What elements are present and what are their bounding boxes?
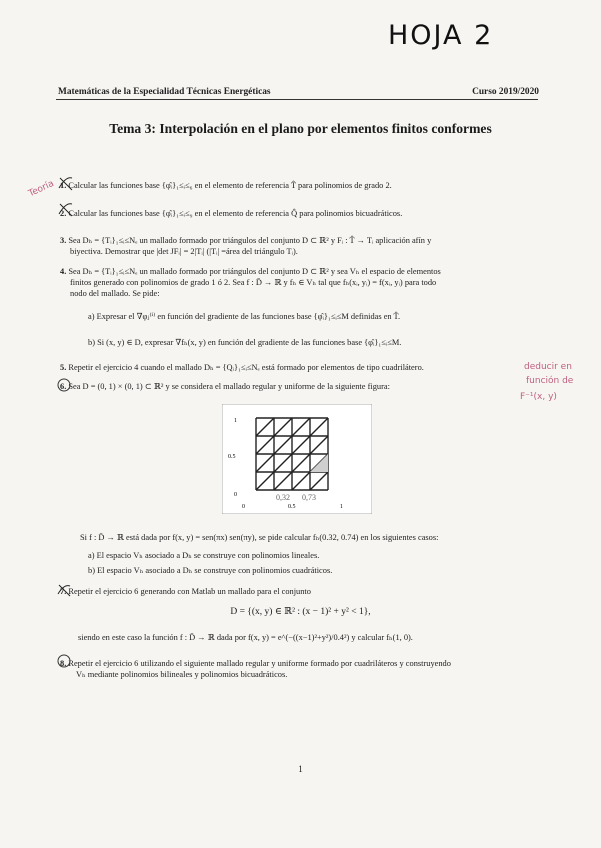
- course-name: Matemáticas de la Especialidad Técnicas Energéticas: [58, 87, 271, 97]
- exercise-number: 8.: [60, 659, 67, 668]
- exercise-text: en el elemento de referencia Q̂ para polinomios bicuadráticos.: [194, 209, 403, 218]
- exercise-7-equation: D = {(x, y) ∈ ℝ² : (x − 1)² + y² < 1},: [230, 607, 371, 617]
- exercise-text: Repetir el ejercicio 4 cuando el mallado Dₕ = {Qᵢ}₁≤ᵢ≤Nₑ está formado por elementos de tipo cuadrilátero.: [68, 363, 424, 372]
- margin-note-theory: Teoría: [27, 178, 56, 200]
- circled-mark: [56, 377, 72, 393]
- header-rule: [56, 99, 538, 100]
- x-tick: 1: [340, 504, 343, 510]
- exercise-1: [60, 180, 392, 191]
- exercise-3: [60, 235, 540, 257]
- exercise-text: Calcular las funciones base: [68, 209, 160, 218]
- y-tick: 1: [234, 418, 237, 424]
- basis-set: {φ̂ᵢ}₁≤ᵢ≤₆: [161, 181, 193, 190]
- exercise-number: 2.: [60, 209, 67, 218]
- exercise-5: [60, 362, 520, 373]
- margin-note-deduce-3: F⁻¹(x, y): [520, 392, 557, 402]
- mesh-figure: [222, 404, 372, 514]
- exercise-number: 3.: [60, 236, 67, 245]
- basis-set: {φ̂ᵢ}₁≤ᵢ≤₉: [161, 209, 193, 218]
- exercise-number: 7.: [60, 587, 67, 596]
- y-tick: 0: [234, 492, 237, 498]
- sheet-label: HOJA 2: [388, 20, 494, 51]
- circled-mark: [56, 653, 72, 669]
- exercise-7: [60, 586, 520, 597]
- x-tick: 0: [242, 504, 245, 510]
- margin-note-deduce-1: deducir en: [524, 362, 572, 372]
- exercise-text: Repetir el ejercicio 6 generando con Matlab un mallado para el conjunto: [68, 587, 311, 596]
- exercise-4: [60, 266, 540, 299]
- page-number: 1: [298, 764, 303, 774]
- exercise-8: [60, 658, 540, 680]
- exercise-text: Sea Dₕ = {Tᵢ}₁≤ᵢ≤Nₑ un mallado formado por triángulos del conjunto D ⊂ ℝ² y Fᵢ : T̂ → Tᵢ aplicación afín y: [68, 236, 432, 245]
- exercise-text: nodo del mallado. Se pide:: [70, 289, 160, 298]
- exercise-4a: a) Expresar el ∇φⱼ⁽ⁱ⁾ en función del gradiente de las funciones base {φ̂ᵢ}₁≤ᵢ≤M definidas en T̂.: [88, 312, 401, 321]
- exercise-number: 6.: [60, 382, 67, 391]
- x-tick: 0.5: [288, 504, 296, 510]
- exercise-text: Calcular las funciones base: [68, 181, 160, 190]
- page-title: Tema 3: Interpolación en el plano por elementos finitos conformes: [109, 121, 492, 136]
- exercise-2: [60, 208, 402, 219]
- exercise-4b: b) Si (x, y) ∈ D, expresar ∇fₕ(x, y) en función del gradiente de las funciones base {φ̂ᵢ}₁≤ᵢ≤M.: [88, 338, 402, 347]
- margin-note-deduce-2: función de: [526, 376, 574, 386]
- exercise-text: Vₕ mediante polinomios bilineales y polinomios bicuadráticos.: [76, 670, 288, 679]
- exercise-7-text: siendo en este caso la función f : D̄ → ℝ dada por f(x, y) = e^(−((x−1)²+y²)/0.4²) y calcular fₕ(1, 0).: [78, 633, 413, 642]
- crossed-mark: [56, 582, 72, 598]
- exercise-text: en el elemento de referencia T̂ para polinomios de grado 2.: [194, 181, 392, 190]
- y-tick: 0.5: [228, 454, 236, 460]
- exercise-text: Sea Dₕ = {Tᵢ}₁≤ᵢ≤Nₑ un mallado formado por triángulos del conjunto D ⊂ ℝ² y sea Vₕ el espacio de elementos: [68, 267, 441, 276]
- figure-annotation: 0,73: [302, 493, 316, 502]
- exercise-text: Sea D = (0, 1) × (0, 1) ⊂ ℝ² y se considera el mallado regular y uniforme de la siguiente figura:: [68, 382, 390, 391]
- exercise-text: finitos generado con polinomios de grado 1 ó 2. Sea f : D̄ → ℝ y fₕ ∈ Vₕ tal que fₕ(xᵢ, yᵢ) = f(xᵢ, yᵢ) para todo: [70, 278, 437, 287]
- figure-annotation: 0,32: [276, 493, 290, 502]
- exercise-6-question: Si f : D̄ → ℝ está dada por f(x, y) = sen(πx) sen(πy), se pide calcular fₕ(0.32, 0.74) en los siguientes casos:: [80, 533, 439, 542]
- exercise-6: [60, 381, 520, 392]
- exercise-text: biyectiva. Demostrar que |det JFᵢ| = 2|Tᵢ| (|Tᵢ| =área del triángulo Tᵢ).: [70, 247, 298, 256]
- exercise-number: 5.: [60, 363, 67, 372]
- exercise-text: Repetir el ejercicio 6 utilizando el siguiente mallado regular y uniforme formado por cuadriláteros y construyendo: [68, 659, 451, 668]
- exercise-6a: a) El espacio Vₕ asociado a Dₕ se construye con polinomios lineales.: [88, 551, 320, 560]
- exercise-number: 4.: [60, 267, 67, 276]
- exercise-6b: b) El espacio Vₕ asociado a Dₕ se construye con polinomios cuadráticos.: [88, 566, 333, 575]
- exercise-number: 1.: [60, 181, 67, 190]
- course-year: Curso 2019/2020: [472, 87, 539, 97]
